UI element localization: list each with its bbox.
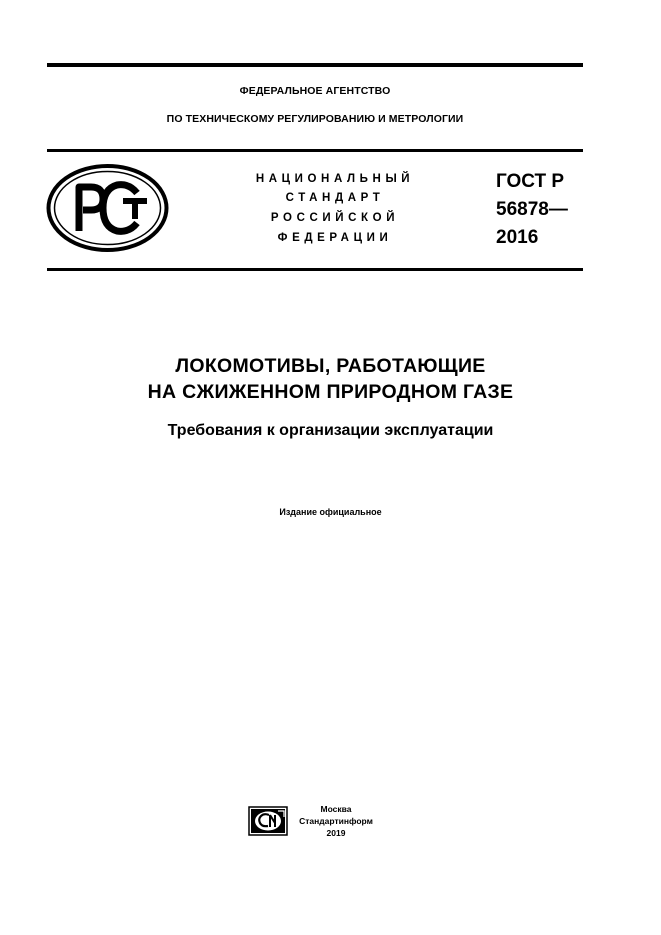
agency-name-line-1: ФЕДЕРАЛЬНОЕ АГЕНТСТВО [239,85,391,97]
agency-name-line-2: ПО ТЕХНИЧЕСКОМУ РЕГУЛИРОВАНИЮ И МЕТРОЛОГИИ [166,113,464,125]
standard-designation-line-1: ГОСТ Р [496,171,565,192]
standard-type-line-1: НАЦИОНАЛЬНЫЙ [255,173,415,185]
publisher-name: Стандартинформ [299,816,373,826]
document-title-line-1: ЛОКОМОТИВЫ, РАБОТАЮЩИЕ [175,355,486,377]
standard-type-line-2: СТАНДАРТ [285,192,385,204]
standard-type-line-3: РОССИЙСКОЙ [270,212,400,224]
standartinform-logo-icon [248,806,288,836]
rst-certification-emblem-icon [45,163,170,253]
document-title-line-2: НА СЖИЖЕННОМ ПРИРОДНОМ ГАЗЕ [147,381,514,403]
top-rule [47,63,583,67]
header-rule [47,149,583,152]
standard-designation-line-3: 2016 [496,227,539,248]
header-bottom-rule [47,268,583,271]
standard-type-line-4: ФЕДЕРАЦИИ [277,232,393,244]
standard-designation-line-2: 56878— [496,199,568,220]
document-subtitle: Требования к организации эксплуатации [167,422,494,439]
publisher-city: Москва [320,804,352,814]
publication-year: 2019 [326,828,346,838]
edition-label: Издание официальное [279,507,382,517]
